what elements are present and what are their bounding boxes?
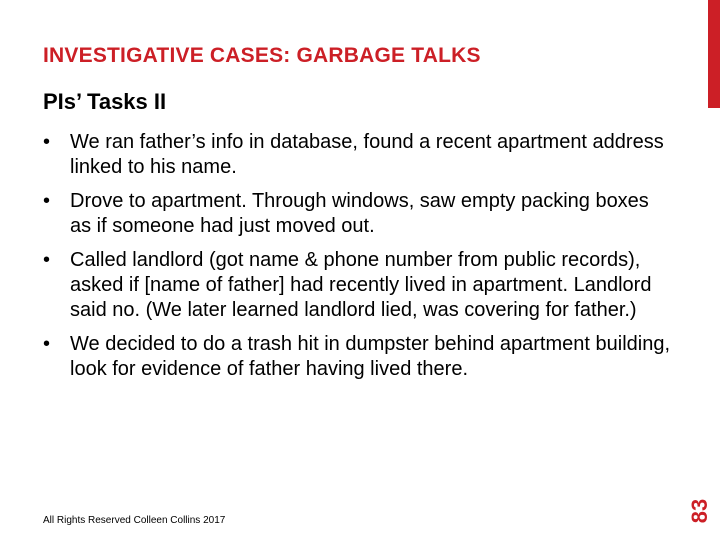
page-number-label: 83: [686, 498, 712, 524]
slide-subtitle: PIs’ Tasks II: [43, 89, 167, 114]
bullet-text: Called landlord (got name & phone number from public records), asked if [name of father] had recently lived in apartment. Landlord said no. (We later learned landlord lied, was covering for father.): [70, 249, 652, 321]
bullet-item: [43, 189, 673, 239]
bullet-dot-icon: •: [43, 249, 51, 271]
bullet-text: Drove to apartment. Through windows, saw empty packing boxes as if someone had just moved out.: [70, 190, 649, 237]
accent-bar: [708, 0, 720, 108]
bullet-dot-icon: •: [43, 333, 51, 355]
bullet-dot-icon: •: [43, 131, 51, 153]
bullet-list: [43, 130, 673, 391]
bullet-dot-icon: •: [43, 190, 51, 212]
bullet-text: We decided to do a trash hit in dumpster behind apartment building, look for evidence of father having lived there.: [70, 333, 670, 380]
page-number: [680, 494, 720, 528]
bullet-item: [43, 332, 673, 382]
slide-title: INVESTIGATIVE CASES: GARBAGE TALKS: [43, 44, 481, 67]
bullet-item: [43, 130, 673, 180]
copyright-footer: All Rights Reserved Colleen Collins 2017: [43, 515, 226, 526]
bullet-item: [43, 248, 673, 323]
bullet-text: We ran father’s info in database, found a recent apartment address linked to his name.: [70, 131, 664, 178]
